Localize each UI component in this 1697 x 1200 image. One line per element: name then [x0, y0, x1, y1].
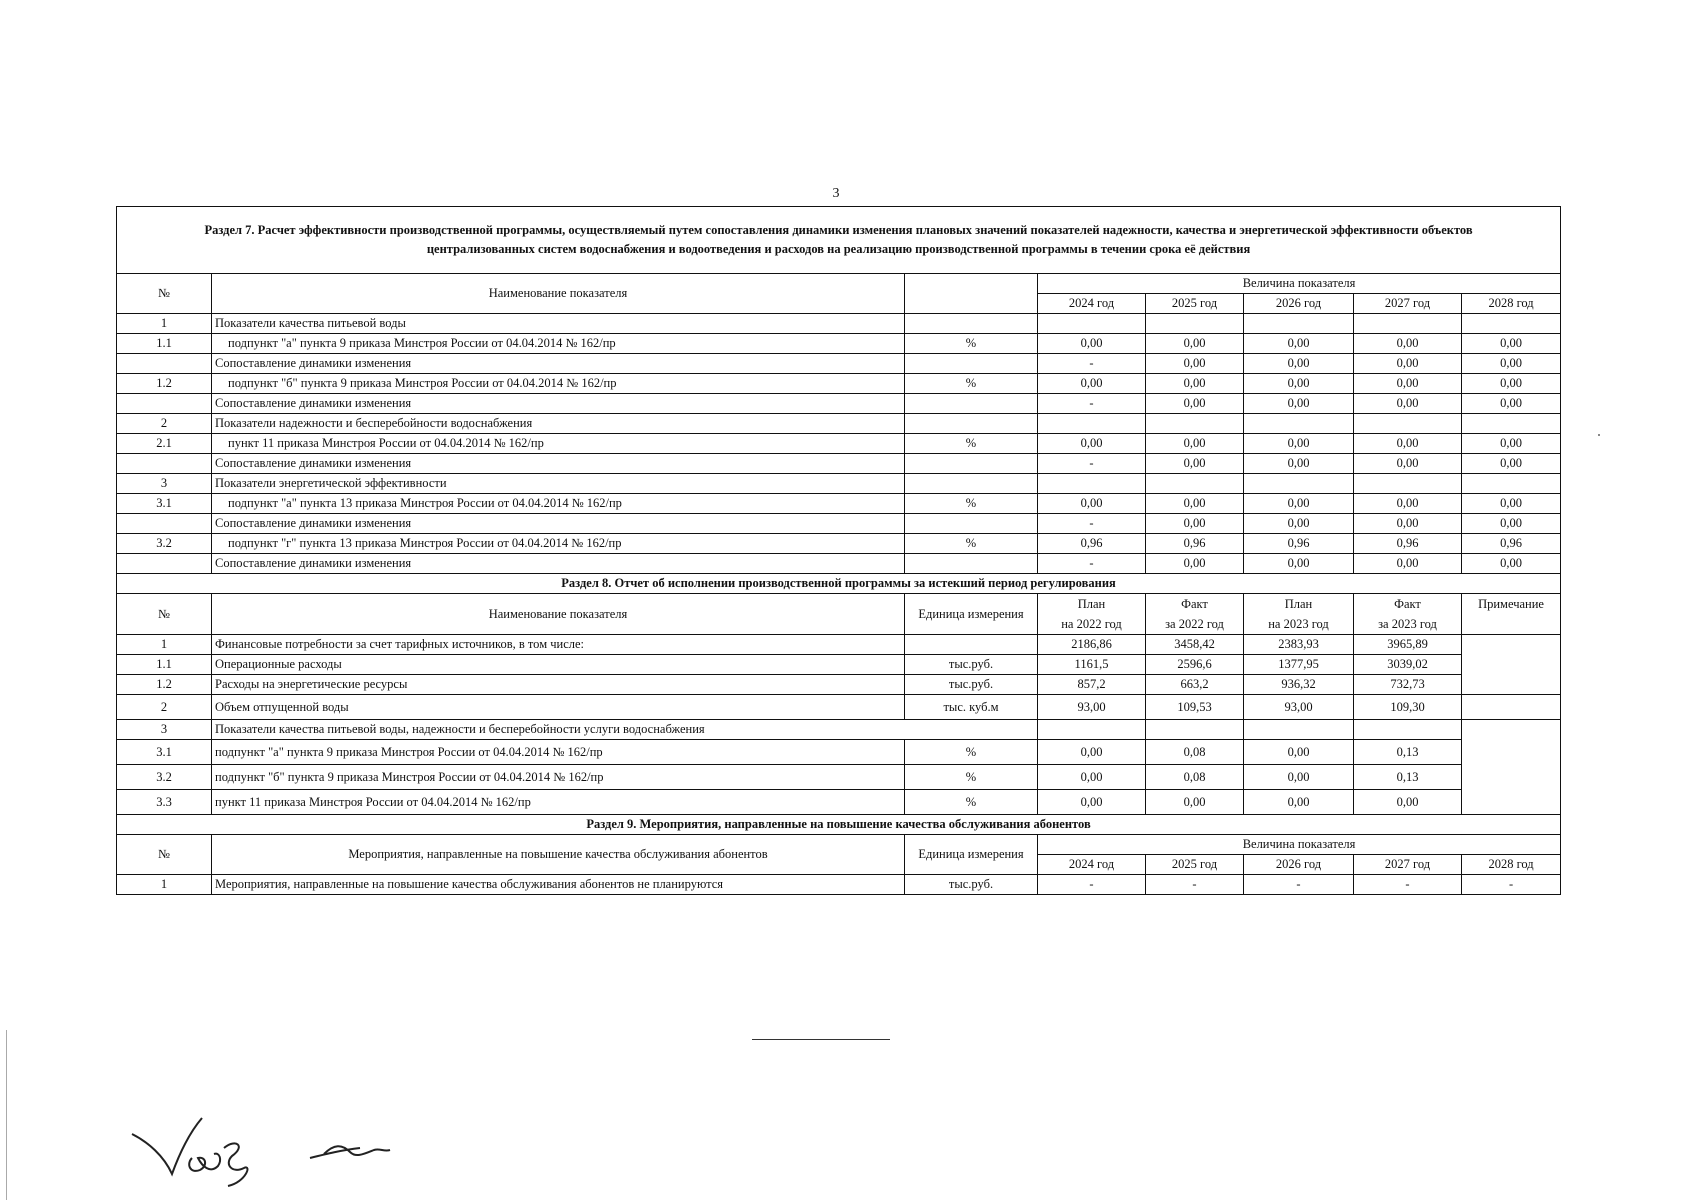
table-row [117, 494, 1561, 514]
row-value: 0,00 [1244, 454, 1354, 474]
row-value: 0,00 [1146, 454, 1244, 474]
margin-mark [6, 1030, 7, 1200]
row-name: подпункт "а" пункта 9 приказа Минстроя России от 04.04.2014 № 162/пр [212, 334, 905, 354]
handwritten-signature [128, 1108, 408, 1188]
table-row [117, 354, 1561, 374]
row-unit [905, 635, 1038, 655]
col-header-year: 2028 год [1462, 855, 1561, 875]
col-header-value-group: Величина показателя [1038, 274, 1561, 294]
row-value: 0,00 [1354, 374, 1462, 394]
row-name: Операционные расходы [212, 655, 905, 675]
row-value: 109,30 [1354, 695, 1462, 720]
section7-title-row [117, 207, 1561, 274]
col-header-note: Примечание [1462, 594, 1561, 635]
row-value: 2383,93 [1244, 635, 1354, 655]
row-note [1462, 720, 1561, 815]
row-unit: тыс.руб. [905, 655, 1038, 675]
row-num: 3.1 [117, 740, 212, 765]
row-value: - [1244, 875, 1354, 895]
row-value: 0,13 [1354, 765, 1462, 790]
row-value: 0,00 [1038, 334, 1146, 354]
row-unit: тыс. куб.м [905, 695, 1038, 720]
row-value: 0,96 [1462, 534, 1561, 554]
col-header-year: 2025 год [1146, 855, 1244, 875]
col-header-value-group: Величина показателя [1038, 835, 1561, 855]
row-value [1146, 314, 1244, 334]
row-value: 0,00 [1244, 334, 1354, 354]
row-value: 0,13 [1354, 740, 1462, 765]
table-row [117, 790, 1561, 815]
row-value: 0,00 [1354, 434, 1462, 454]
row-unit [905, 514, 1038, 534]
table-row [117, 720, 1561, 740]
row-value: 0,00 [1462, 354, 1561, 374]
row-unit: % [905, 765, 1038, 790]
row-value: - [1462, 875, 1561, 895]
row-value: 0,00 [1038, 765, 1146, 790]
row-note [1462, 635, 1561, 695]
row-value: 0,00 [1038, 790, 1146, 815]
row-name: подпункт "а" пункта 13 приказа Минстроя России от 04.04.2014 № 162/пр [212, 494, 905, 514]
row-num: 1 [117, 875, 212, 895]
row-value: 0,00 [1462, 394, 1561, 414]
row-unit [905, 554, 1038, 574]
row-num [117, 354, 212, 374]
row-value: 0,96 [1354, 534, 1462, 554]
row-name: Финансовые потребности за счет тарифных источников, в том числе: [212, 635, 905, 655]
row-num [117, 514, 212, 534]
row-unit [905, 394, 1038, 414]
row-name: Сопоставление динамики изменения [212, 454, 905, 474]
table-row [117, 875, 1561, 895]
row-value: - [1038, 454, 1146, 474]
row-value: 2596,6 [1146, 655, 1244, 675]
header-line: за 2023 год [1378, 617, 1437, 631]
row-value: 0,00 [1146, 494, 1244, 514]
header-line: за 2022 год [1165, 617, 1224, 631]
row-name: Сопоставление динамики изменения [212, 394, 905, 414]
row-value [1038, 720, 1146, 740]
row-value: 0,00 [1354, 554, 1462, 574]
col-header-fact-2023 [1354, 594, 1462, 635]
table-row [117, 635, 1561, 655]
col-header-year: 2025 год [1146, 294, 1244, 314]
row-num: 1.2 [117, 675, 212, 695]
row-value: 0,00 [1146, 374, 1244, 394]
col-header-year: 2024 год [1038, 294, 1146, 314]
row-value [1354, 720, 1462, 740]
row-value: 0,00 [1462, 334, 1561, 354]
row-value: 0,00 [1244, 434, 1354, 454]
row-name: подпункт "г" пункта 13 приказа Минстроя России от 04.04.2014 № 162/пр [212, 534, 905, 554]
table-row [117, 675, 1561, 695]
row-value: 1377,95 [1244, 655, 1354, 675]
row-value [1244, 720, 1354, 740]
row-num: 1 [117, 314, 212, 334]
row-value: 732,73 [1354, 675, 1462, 695]
row-unit: % [905, 790, 1038, 815]
row-value [1462, 414, 1561, 434]
row-name: подпункт "а" пункта 9 приказа Минстроя России от 04.04.2014 № 162/пр [212, 740, 905, 765]
row-value: 0,00 [1244, 554, 1354, 574]
table-row [117, 655, 1561, 675]
row-num: 1.1 [117, 655, 212, 675]
section8-header-row [117, 594, 1561, 635]
row-unit: тыс.руб. [905, 675, 1038, 695]
row-value: - [1038, 554, 1146, 574]
row-value: 0,00 [1354, 394, 1462, 414]
row-num: 3 [117, 720, 212, 740]
row-value: 857,2 [1038, 675, 1146, 695]
row-value: 93,00 [1038, 695, 1146, 720]
row-num: 1.2 [117, 374, 212, 394]
row-value: 3965,89 [1354, 635, 1462, 655]
row-unit: % [905, 534, 1038, 554]
row-value: - [1038, 394, 1146, 414]
row-value [1462, 474, 1561, 494]
row-value: 0,00 [1354, 494, 1462, 514]
row-value [1146, 720, 1244, 740]
row-num: 3.1 [117, 494, 212, 514]
col-header-year: 2027 год [1354, 855, 1462, 875]
row-value [1244, 314, 1354, 334]
row-unit [905, 454, 1038, 474]
row-unit: тыс.руб. [905, 875, 1038, 895]
row-unit: % [905, 434, 1038, 454]
row-value: - [1038, 354, 1146, 374]
header-line: на 2022 год [1061, 617, 1122, 631]
row-num: 3.3 [117, 790, 212, 815]
col-header-num: № [117, 274, 212, 314]
row-value: 0,00 [1146, 354, 1244, 374]
col-header-unit: Единица измерения [905, 594, 1038, 635]
table-row [117, 454, 1561, 474]
row-num [117, 394, 212, 414]
page-number: 3 [832, 186, 840, 201]
row-value: - [1146, 875, 1244, 895]
header-line: Факт [1181, 597, 1208, 611]
col-header-num: № [117, 594, 212, 635]
header-line: План [1284, 597, 1313, 611]
header-line: План [1077, 597, 1106, 611]
row-name: пункт 11 приказа Минстроя России от 04.04.2014 № 162/пр [212, 434, 905, 454]
col-header-year: 2028 год [1462, 294, 1561, 314]
row-value: 0,96 [1146, 534, 1244, 554]
row-value [1354, 314, 1462, 334]
row-value [1038, 314, 1146, 334]
col-header-year: 2026 год [1244, 855, 1354, 875]
table-row [117, 695, 1561, 720]
row-value: 0,00 [1462, 454, 1561, 474]
row-value: 0,00 [1146, 394, 1244, 414]
table-row [117, 434, 1561, 454]
table-row [117, 765, 1561, 790]
row-value [1354, 474, 1462, 494]
row-value [1038, 474, 1146, 494]
row-value: 936,32 [1244, 675, 1354, 695]
row-unit: % [905, 740, 1038, 765]
row-value: 93,00 [1244, 695, 1354, 720]
report-table [116, 206, 1561, 895]
table-row [117, 474, 1561, 494]
report-table-body [117, 207, 1561, 895]
row-value: 0,00 [1244, 740, 1354, 765]
row-num: 2 [117, 695, 212, 720]
row-name: подпункт "б" пункта 9 приказа Минстроя России от 04.04.2014 № 162/пр [212, 374, 905, 394]
col-header-year: 2026 год [1244, 294, 1354, 314]
table-row [117, 394, 1561, 414]
row-value: 109,53 [1146, 695, 1244, 720]
row-name: Сопоставление динамики изменения [212, 514, 905, 534]
row-value [1244, 414, 1354, 434]
row-value: 0,00 [1038, 740, 1146, 765]
row-name: Расходы на энергетические ресурсы [212, 675, 905, 695]
section8-title-row [117, 574, 1561, 594]
table-row [117, 334, 1561, 354]
row-num: 3.2 [117, 765, 212, 790]
row-value: 0,00 [1244, 514, 1354, 534]
section9-header-row [117, 835, 1561, 855]
row-value: - [1038, 875, 1146, 895]
row-value: 0,00 [1354, 454, 1462, 474]
row-name: Показатели качества питьевой воды [212, 314, 905, 334]
table-row [117, 374, 1561, 394]
scan-speck [1598, 434, 1600, 436]
row-name: Показатели качества питьевой воды, надежности и бесперебойности услуги водоснабжения [212, 720, 1038, 740]
row-unit [905, 414, 1038, 434]
col-header-num: № [117, 835, 212, 875]
row-value: 0,00 [1146, 434, 1244, 454]
header-line: на 2023 год [1268, 617, 1329, 631]
table-row [117, 554, 1561, 574]
row-num: 2.1 [117, 434, 212, 454]
col-header-name: Наименование показателя [212, 274, 905, 314]
row-value [1244, 474, 1354, 494]
row-value: 0,00 [1146, 514, 1244, 534]
row-value: 0,00 [1462, 374, 1561, 394]
col-header-name: Мероприятия, направленные на повышение качества обслуживания абонентов [212, 835, 905, 875]
row-num: 1 [117, 635, 212, 655]
table-row [117, 414, 1561, 434]
row-value: 0,00 [1146, 334, 1244, 354]
row-value: 0,96 [1038, 534, 1146, 554]
row-value: 0,08 [1146, 765, 1244, 790]
col-header-fact-2022 [1146, 594, 1244, 635]
table-row [117, 740, 1561, 765]
col-header-year: 2027 год [1354, 294, 1462, 314]
row-name: Показатели энергетической эффективности [212, 474, 905, 494]
row-value: 0,00 [1244, 765, 1354, 790]
section9-title: Раздел 9. Мероприятия, направленные на повышение качества обслуживания абонентов [117, 815, 1561, 835]
row-value: 0,00 [1354, 354, 1462, 374]
row-value: - [1354, 875, 1462, 895]
row-name: Сопоставление динамики изменения [212, 354, 905, 374]
row-value: 3458,42 [1146, 635, 1244, 655]
row-value [1038, 414, 1146, 434]
row-note [1462, 695, 1561, 720]
row-unit: % [905, 494, 1038, 514]
section8-title: Раздел 8. Отчет об исполнении производственной программы за истекший период регулирования [117, 574, 1561, 594]
row-unit: % [905, 374, 1038, 394]
row-value: 0,00 [1244, 354, 1354, 374]
row-value: 3039,02 [1354, 655, 1462, 675]
row-value: 0,00 [1038, 434, 1146, 454]
row-value: 0,00 [1244, 790, 1354, 815]
row-name: Объем отпущенной воды [212, 695, 905, 720]
row-value: 0,00 [1462, 494, 1561, 514]
row-value [1146, 414, 1244, 434]
row-unit: % [905, 334, 1038, 354]
row-name: подпункт "б" пункта 9 приказа Минстроя России от 04.04.2014 № 162/пр [212, 765, 905, 790]
row-unit [905, 474, 1038, 494]
row-unit [905, 314, 1038, 334]
row-name: Мероприятия, направленные на повышение качества обслуживания абонентов не планируются [212, 875, 905, 895]
section7-header-row [117, 274, 1561, 294]
row-name: Сопоставление динамики изменения [212, 554, 905, 574]
row-name: Показатели надежности и бесперебойности водоснабжения [212, 414, 905, 434]
row-value: 2186,86 [1038, 635, 1146, 655]
row-value: 0,00 [1244, 494, 1354, 514]
col-header-unit [905, 274, 1038, 314]
col-header-plan-2022 [1038, 594, 1146, 635]
row-value: 0,00 [1146, 790, 1244, 815]
row-value: 0,00 [1146, 554, 1244, 574]
section7-title: Раздел 7. Расчет эффективности производственной программы, осуществляемый путем сопоставления динамики изменения плановых значений показателей надежности, качества и энергетической эффективности объектов централизованных систем водоснабжения и водоотведения и расходов на реализацию производственной программы в течении срока её действия [117, 207, 1561, 274]
table-row [117, 534, 1561, 554]
row-value: 0,00 [1244, 374, 1354, 394]
col-header-plan-2023 [1244, 594, 1354, 635]
row-value: 1161,5 [1038, 655, 1146, 675]
row-num [117, 554, 212, 574]
row-value [1354, 414, 1462, 434]
row-value: 0,00 [1038, 374, 1146, 394]
table-row [117, 314, 1561, 334]
row-value: 663,2 [1146, 675, 1244, 695]
col-header-unit: Единица измерения [905, 835, 1038, 875]
row-num: 2 [117, 414, 212, 434]
table-row [117, 514, 1561, 534]
col-header-name: Наименование показателя [212, 594, 905, 635]
row-num [117, 454, 212, 474]
row-unit [905, 354, 1038, 374]
row-value: 0,96 [1244, 534, 1354, 554]
row-num: 1.1 [117, 334, 212, 354]
row-value: 0,00 [1462, 514, 1561, 534]
row-value [1146, 474, 1244, 494]
row-value: 0,00 [1038, 494, 1146, 514]
row-num: 3.2 [117, 534, 212, 554]
closing-rule [752, 1039, 890, 1040]
col-header-year: 2024 год [1038, 855, 1146, 875]
row-value: 0,00 [1244, 394, 1354, 414]
row-value: 0,00 [1462, 554, 1561, 574]
row-num: 3 [117, 474, 212, 494]
row-name: пункт 11 приказа Минстроя России от 04.04.2014 № 162/пр [212, 790, 905, 815]
row-value: 0,00 [1354, 790, 1462, 815]
row-value: 0,08 [1146, 740, 1244, 765]
section9-title-row [117, 815, 1561, 835]
header-line: Факт [1394, 597, 1421, 611]
row-value [1462, 314, 1561, 334]
row-value: 0,00 [1354, 514, 1462, 534]
row-value: - [1038, 514, 1146, 534]
row-value: 0,00 [1462, 434, 1561, 454]
row-value: 0,00 [1354, 334, 1462, 354]
